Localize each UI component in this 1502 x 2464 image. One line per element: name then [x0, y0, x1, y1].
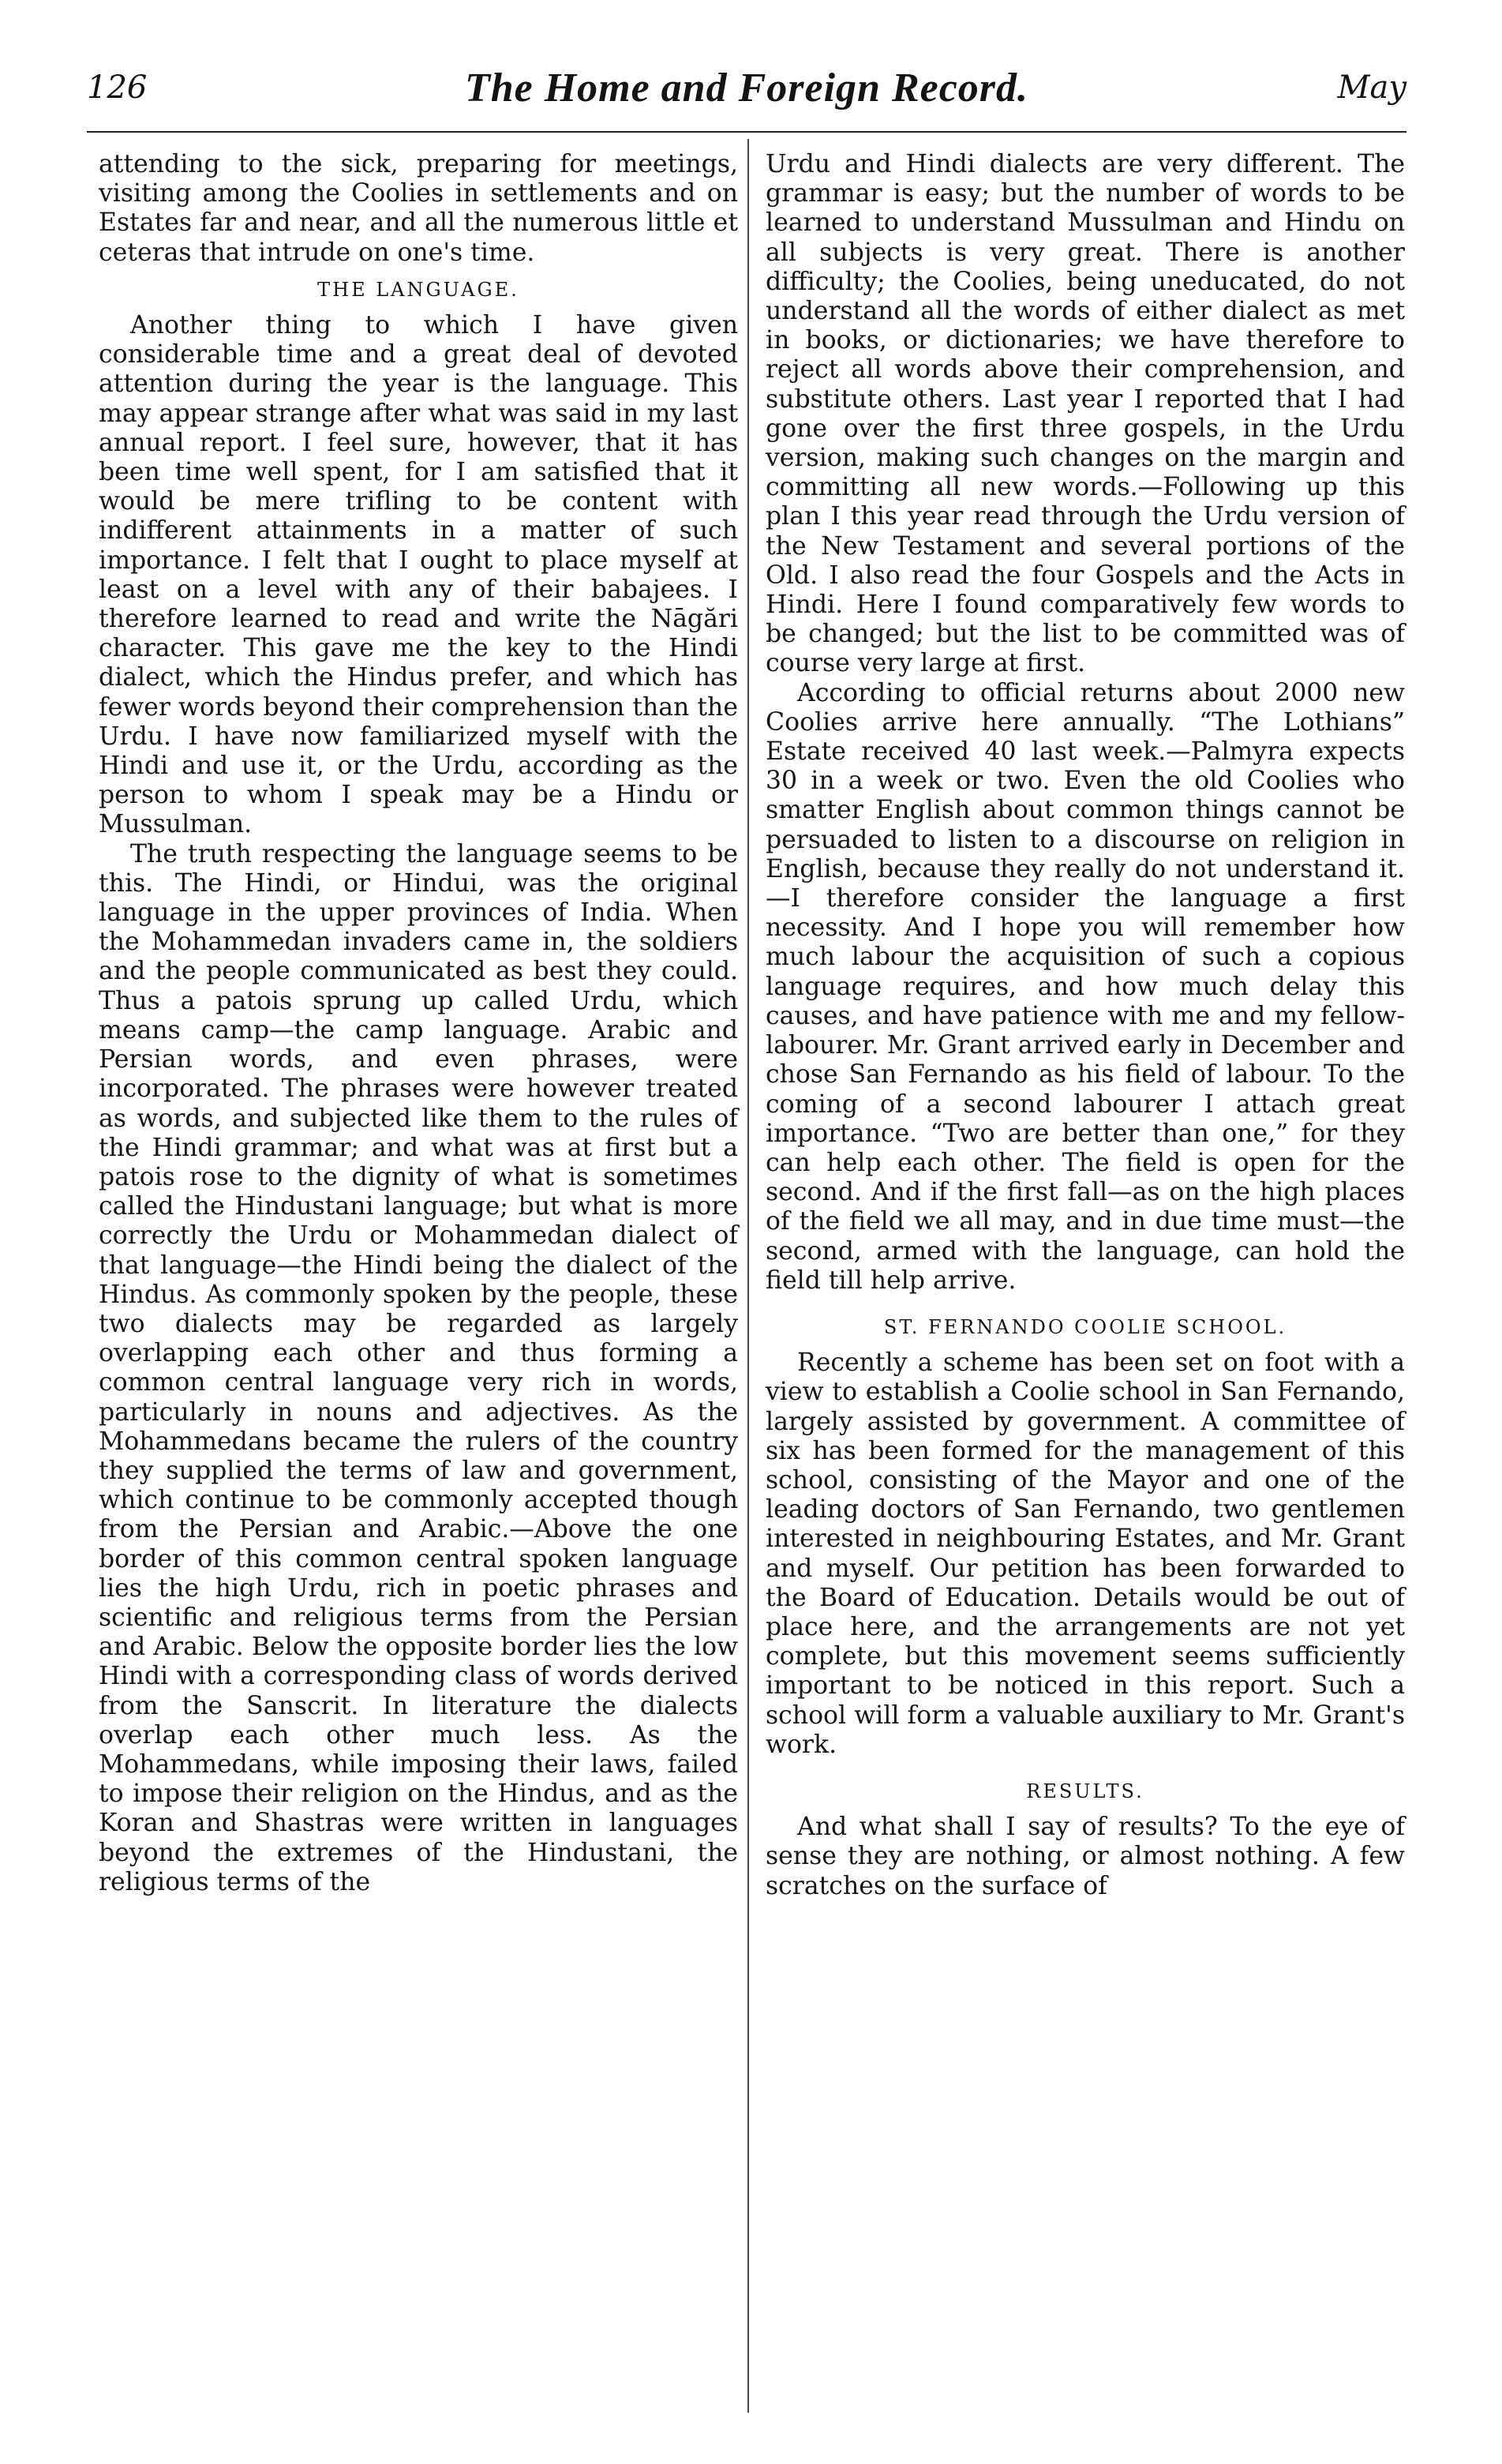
paragraph-continued: Urdu and Hindi dialects are very different. The grammar is easy; but the number of words to be learned to understand Mussulman and Hindu on all subjects is very great. There is another difficulty; the Coolies, being uneducated, do not understand all the words of either dialect as met in books, or dictionaries; we have therefore to reject all words above their comprehension, and substitute others. Last year I reported that I had gone over the first three gospels, in the Urdu version, making such changes on the margin and committing all new words.—Following up this plan I this year read through the Urdu version of the New Testament and several portions of the Old. I also read the four Gospels and the Acts in Hindi. Here I found comparatively few words to be changed; but the list to be committed was of course very large at first.	[766, 150, 1405, 678]
paragraph: And what shall I say of results? To the eye of sense they are nothing, or almost nothing. A few scratches on the surface of	[766, 1813, 1405, 1900]
month-label: May	[1337, 69, 1406, 106]
paragraph: Recently a scheme has been set on foot with a view to establish a Coolie school in San Fernando, largely assisted by government. A committee of six has been formed for the management of this school, consisting of the Mayor and one of the leading doctors of San Fernando, two gentlemen interested in neighbouring Estates, and Mr. Grant and myself. Our petition has been forwarded to the Board of Education. Details would be out of place here, and the arrangements are not yet complete, but this movement seems sufficiently important to be noticed in this report. Such a school will form a valuable auxiliary to Mr. Grant's work.	[766, 1348, 1405, 1759]
running-header	[87, 65, 1406, 128]
journal-title: The Home and Foreign Record.	[464, 66, 1029, 111]
paragraph: According to official returns about 2000 new Coolies arrive here annually. “The Lothians” Estate received 40 last week.—Palmyra expects 30 in a week or two. Even the old Coolies who smatter English about common things cannot be persuaded to listen to a discourse on religion in English, because they really do not understand it.—I therefore consider the language a first necessity. And I hope you will remember how much labour the acquisition of such a copious language requires, and how much delay this causes, and have patience with me and my fellow-labourer. Mr. Grant arrived early in December and chose San Fernando as his field of labour. To the coming of a second labourer I attach great importance. “Two are better than one,” for they can help each other. The field is open for the second. And if the first fall—as on the high places of the field we all may, and in due time must—the second, armed with the language, can hold the field till help arrive.	[766, 678, 1405, 1295]
paragraph: Another thing to which I have given considerable time and a great deal of devoted attention during the year is the language. This may appear strange after what was said in my last annual report. I feel sure, however, that it has been time well spent, for I am satisfied that it would be mere trifling to be content with indifferent attainments in a matter of such importance. I felt that I ought to place myself at least on a level with any of their babajees. I therefore learned to read and write the Nāgări character. This gave me the key to the Hindi dialect, which the Hindus prefer, and which has fewer words beyond their comprehension than the Urdu. I have now familiarized myself with the Hindi and use it, or the Urdu, according as the person to whom I speak may be a Hindu or Mussulman.	[99, 311, 738, 839]
section-heading-results: RESULTS.	[1026, 1780, 1144, 1802]
header-rule	[87, 131, 1406, 133]
paragraph: The truth respecting the language seems to be this. The Hindi, or Hindui, was the original language in the upper provinces of India. When the Mohammedan invaders came in, the soldiers and the people communicated as best they could. Thus a patois sprung up called Urdu, which means camp—the camp language. Arabic and Persian words, and even phrases, were incorporated. The phrases were however treated as words, and subjected like them to the rules of the Hindi grammar; and what was at first but a patois rose to the dignity of what is sometimes called the Hindustani language; but what is more correctly the Urdu or Mohammedan dialect of that language—the Hindi being the dialect of the Hindus. As commonly spoken by the people, these two dialects may be regarded as largely overlapping each other and thus forming a common central language very rich in words, particularly in nouns and adjectives. As the Mohammedans became the rulers of the country they supplied the terms of law and government, which continue to be commonly accepted though from the Persian and Arabic.—Above the one border of this common central spoken language lies the high Urdu, rich in poetic phrases and scientific and religious terms from the Persian and Arabic. Below the opposite border lies the low Hindi with a corresponding class of words derived from the Sanscrit. In literature the dialects overlap each other much less. As the Mohammedans, while imposing their laws, failed to impose their religion on the Hindus, and as the Koran and Shastras were written in languages beyond the extremes of the Hindustani, the religious terms of the	[99, 839, 738, 1896]
section-heading-language: THE LANGUAGE.	[317, 278, 519, 301]
page-number: 126	[87, 69, 148, 106]
left-column	[99, 150, 738, 1897]
right-column	[766, 150, 1405, 1901]
paragraph-continued: attending to the sick, preparing for meetings, visiting among the Coolies in settlements and on Estates far and near, and all the numerous little et ceteras that intrude on one's time.	[99, 150, 738, 267]
section-heading-school: ST. FERNANDO COOLIE SCHOOL.	[883, 1315, 1287, 1338]
column-divider	[747, 139, 749, 2413]
